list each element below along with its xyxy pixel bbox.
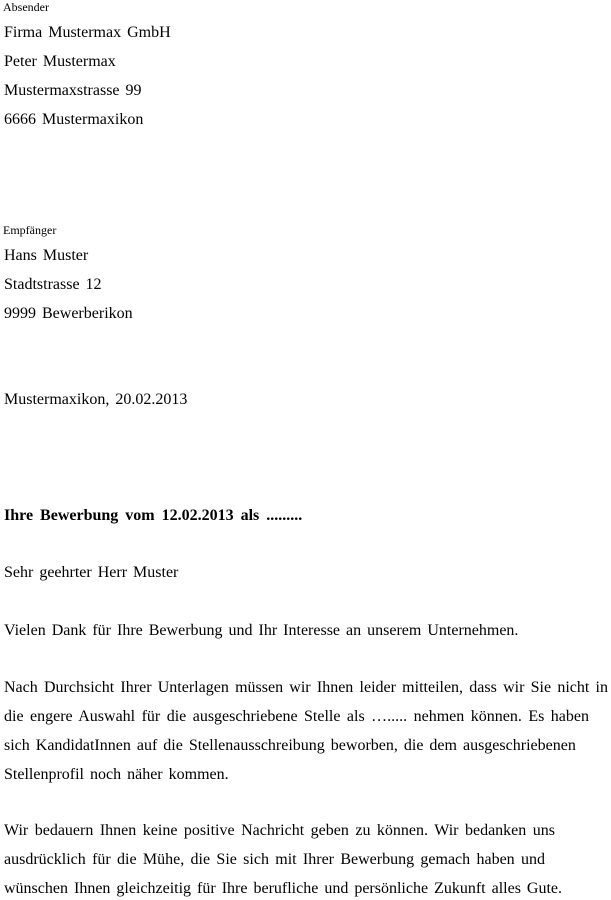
salutation: Sehr geehrter Herr Muster (4, 564, 179, 581)
recipient-label: Empfänger (3, 223, 57, 237)
paragraph-2-line-3: sich KandidatInnen auf die Stellenausschreibung beworben, die dem ausgeschriebenen (4, 737, 576, 754)
recipient-street: Stadtstrasse 12 (4, 276, 102, 293)
paragraph-1-line-1: Vielen Dank für Ihre Bewerbung und Ihr Interesse an unserem Unternehmen. (4, 622, 519, 639)
sender-street: Mustermaxstrasse 99 (4, 82, 142, 99)
sender-company: Firma Mustermax GmbH (4, 24, 171, 41)
paragraph-2-line-1: Nach Durchsicht Ihrer Unterlagen müssen wir Ihnen leider mitteilen, dass wir Sie nicht in (4, 679, 608, 696)
paragraph-3-line-3: wünschen Ihnen gleichzeitig für Ihre berufliche und persönliche Zukunft alles Gute. (4, 880, 563, 897)
sender-city: 6666 Mustermaxikon (4, 111, 144, 128)
paragraph-2-line-2: die engere Auswahl für die ausgeschriebene Stelle als …..... nehmen können. Es haben (4, 708, 589, 725)
recipient-name: Hans Muster (4, 247, 89, 264)
recipient-city: 9999 Bewerberikon (4, 305, 133, 322)
subject-line: Ihre Bewerbung vom 12.02.2013 als ......... (4, 507, 303, 524)
place-date: Mustermaxikon, 20.02.2013 (4, 391, 188, 408)
sender-label: Absender (3, 0, 49, 14)
sender-person: Peter Mustermax (4, 53, 116, 70)
paragraph-3-line-2: ausdrücklich für die Mühe, die Sie sich mit Ihrer Bewerbung gemach haben und (4, 851, 545, 868)
paragraph-2-line-4: Stellenprofil noch näher kommen. (4, 766, 229, 783)
paragraph-3-line-1: Wir bedauern Ihnen keine positive Nachricht geben zu können. Wir bedanken uns (4, 822, 555, 839)
